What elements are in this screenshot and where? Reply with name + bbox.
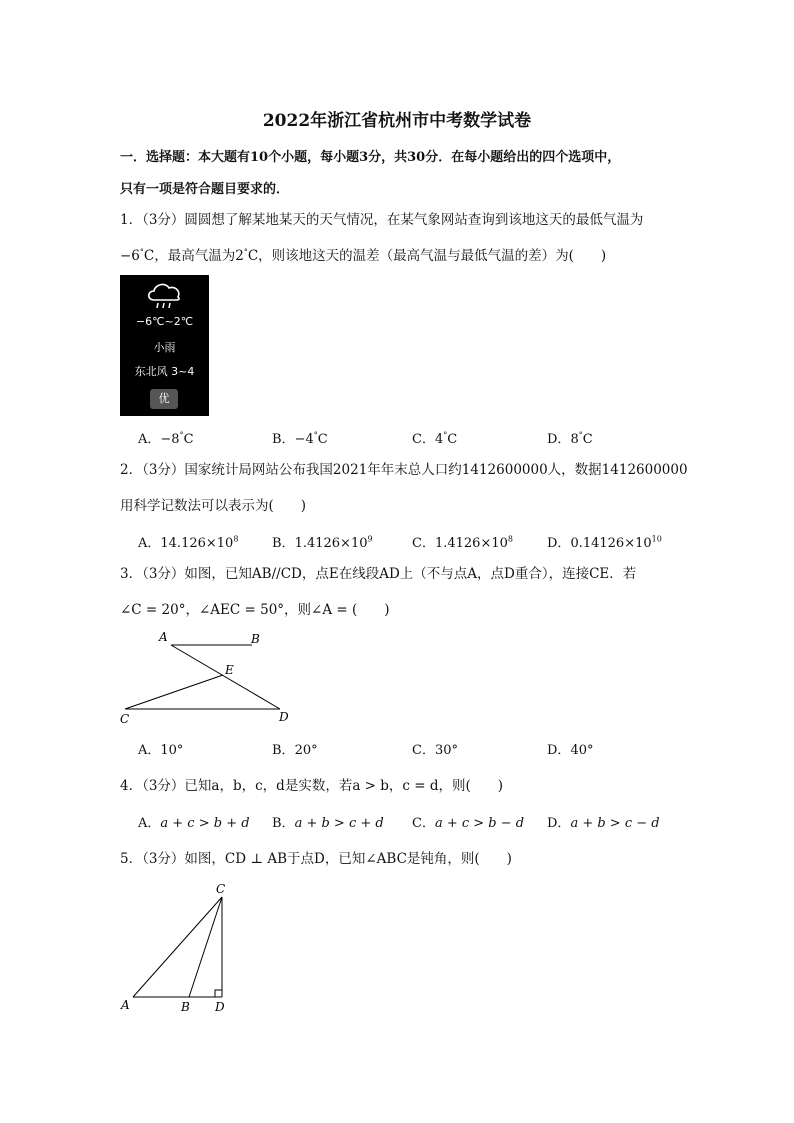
section-header-line2: 只有一项是符合题目要求的． <box>120 182 290 197</box>
weather-condition: 小雨 <box>153 341 176 354</box>
weather-wind: 东北风 3~4 <box>134 365 195 378</box>
question-3-line1: 3．（3分）如图，已知AB//CD，点E在线段AD上（不与点A，点D重合），连接CE．若 <box>120 566 637 582</box>
question-2-line1: 2．（3分）国家统计局网站公布我国2021年年末总人口约1412600000人，数据1412600000 <box>120 462 688 478</box>
q4-option-c: C．a + c > b − d <box>412 816 525 831</box>
q1-option-d: D．8°C <box>547 430 593 447</box>
label-a: A <box>159 630 168 644</box>
label-c: C <box>120 712 130 726</box>
q3-option-a: A．10° <box>138 743 184 758</box>
question-1-line2: −6°C，最高气温为2°C，则该地这天的温差（最高气温与最低气温的差）为( ) <box>120 247 607 264</box>
section-header-line1: 一．选择题：本大题有10个小题，每小题3分，共30分．在每小题给出的四个选项中， <box>120 150 621 165</box>
cloud-rain-icon <box>144 278 184 312</box>
question-5-line1: 5．（3分）如图，CD ⊥ AB于点D，已知∠ABC是钝角，则( ) <box>120 851 512 867</box>
page-title: 2022年浙江省杭州市中考数学试卷 <box>262 111 532 131</box>
q3-option-d: D．40° <box>547 743 594 758</box>
label-d: D <box>279 710 289 724</box>
question-3-line2: ∠C = 20°，∠AEC = 50°，则∠A = ( ) <box>120 602 390 618</box>
label-b: B <box>181 1000 190 1014</box>
label-c: C <box>216 882 226 896</box>
q2-option-b: B．$1.4126\times 10^9$ <box>272 534 373 551</box>
q4-option-d: D．a + b > c − d <box>547 816 660 831</box>
q3-figure <box>115 626 300 728</box>
question-1-line1: 1．（3分）圆圆想了解某地某天的天气情况，在某气象网站查询到该地这天的最低气温为 <box>120 212 644 228</box>
label-a: A <box>121 998 130 1012</box>
q2-option-c: C．$1.4126\times 10^8$ <box>412 534 513 551</box>
segment-ce <box>125 675 223 709</box>
q1-option-c: C．4°C <box>412 430 458 447</box>
q1-option-b: B．−4°C <box>272 430 328 447</box>
q3-option-b: B．20° <box>272 743 318 758</box>
segment-ad <box>171 645 280 709</box>
segment-ac <box>133 897 222 997</box>
aqi-badge: 优 <box>150 389 178 409</box>
label-e: E <box>225 663 234 677</box>
q3-option-c: C．30° <box>412 743 458 758</box>
right-angle-mark <box>215 990 222 997</box>
question-2-line2: 用科学记数法可以表示为( ) <box>120 498 307 514</box>
weather-temp: −6℃~2℃ <box>135 315 194 328</box>
q2-option-a: A．$14.126\times 10^8$ <box>138 534 239 551</box>
q1-option-a: A．−8°C <box>138 430 194 447</box>
label-b: B <box>251 632 260 646</box>
q2-option-d: D．$0.14126\times 10^{10}$ <box>547 534 662 551</box>
segment-bc <box>189 897 222 997</box>
q4-option-b: B．a + b > c + d <box>272 816 384 831</box>
label-d: D <box>215 1000 225 1014</box>
question-4-line1: 4．（3分）已知a，b，c，d是实数，若a > b，c = d，则( ) <box>120 778 504 794</box>
degree-mark: ° <box>139 247 144 257</box>
q4-option-a: A．a + c > b + d <box>138 816 250 831</box>
weather-widget <box>120 275 209 416</box>
q5-figure <box>115 880 240 1018</box>
